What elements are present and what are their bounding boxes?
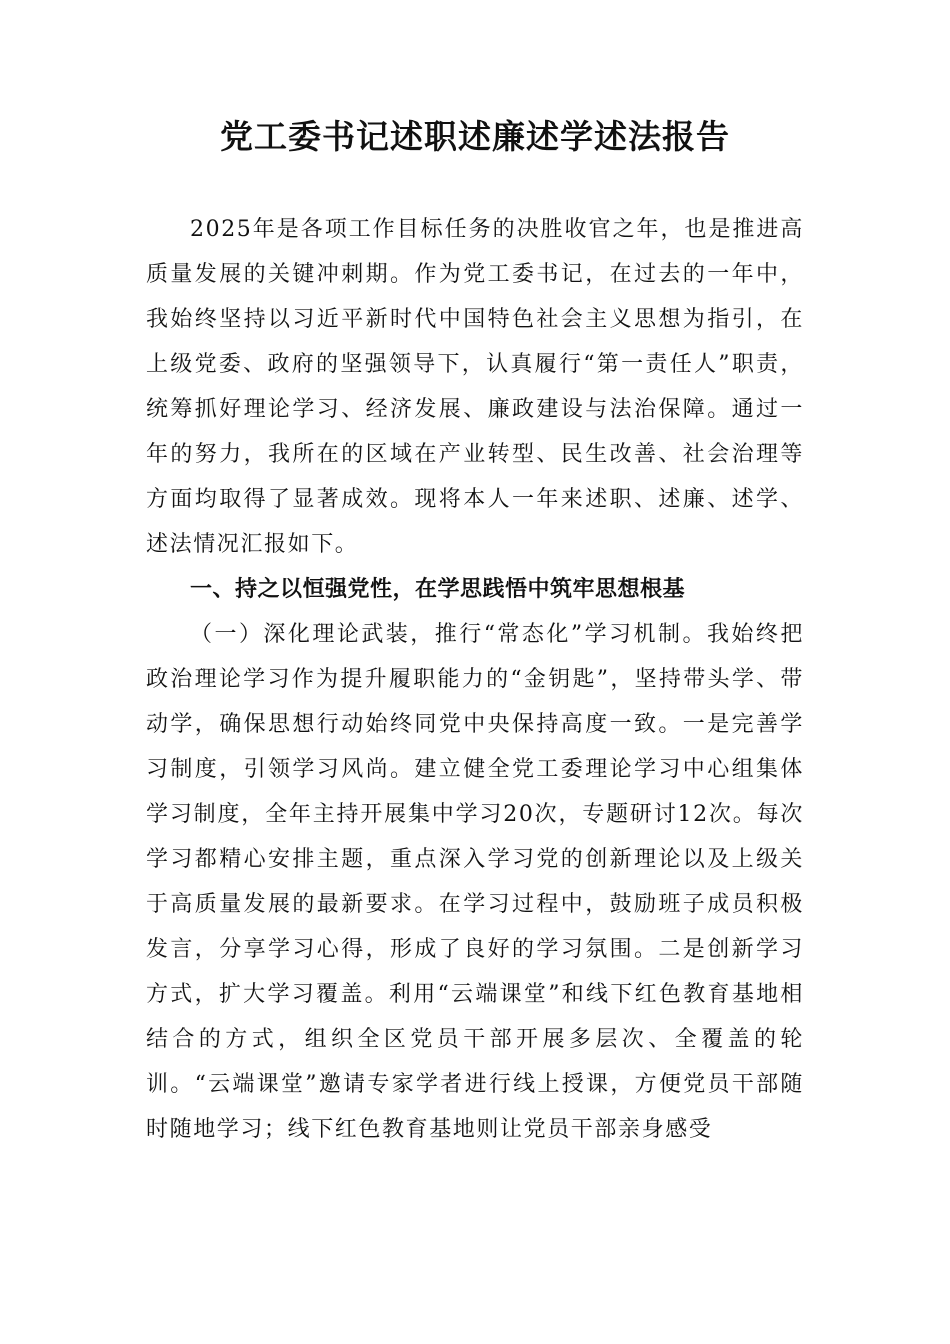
intro-paragraph: 2025年是各项工作目标任务的决胜收官之年，也是推进高质量发展的关键冲刺期。作为党工委书记，在过去的一年中，我始终坚持以习近平新时代中国特色社会主义思想为指引，在上级党委、政府的坚强领导下，认真履行“第一责任人”职责，统筹抓好理论学习、经济发展、廉政建设与法治保障。通过一年的努力，我所在的区域在产业转型、民生改善、社会治理等方面均取得了显著成效。现将本人一年来述职、述廉、述学、述法情况汇报如下。 (146, 217, 804, 557)
section-paragraph: （一）深化理论武装，推行“常态化”学习机制。我始终把政治理论学习作为提升履职能力的“金钥匙”，坚持带头学、带动学，确保思想行动始终同党中央保持高度一致。一是完善学习制度，引领学习风尚。建立健全党工委理论学习中心组集体学习制度，全年主持开展集中学习20次，专题研讨12次。每次学习都精心安排主题，重点深入学习党的创新理论以及上级关于高质量发展的最新要求。在学习过程中，鼓励班子成员积极发言，分享学习心得，形成了良好的学习氛围。二是创新学习方式，扩大学习覆盖。利用“云端课堂”和线下红色教育基地相结合的方式，组织全区党员干部开展多层次、全覆盖的轮训。“云端课堂”邀请专家学者进行线上授课，方便党员干部随时随地学习；线下红色教育基地则让党员干部亲身感受 (146, 622, 804, 1142)
document-title: 党工委书记述职述廉述学述法报告 (220, 117, 730, 156)
document-body (146, 207, 804, 1152)
section-heading: 一、持之以恒强党性，在学思践悟中筑牢思想根基 (190, 577, 686, 602)
